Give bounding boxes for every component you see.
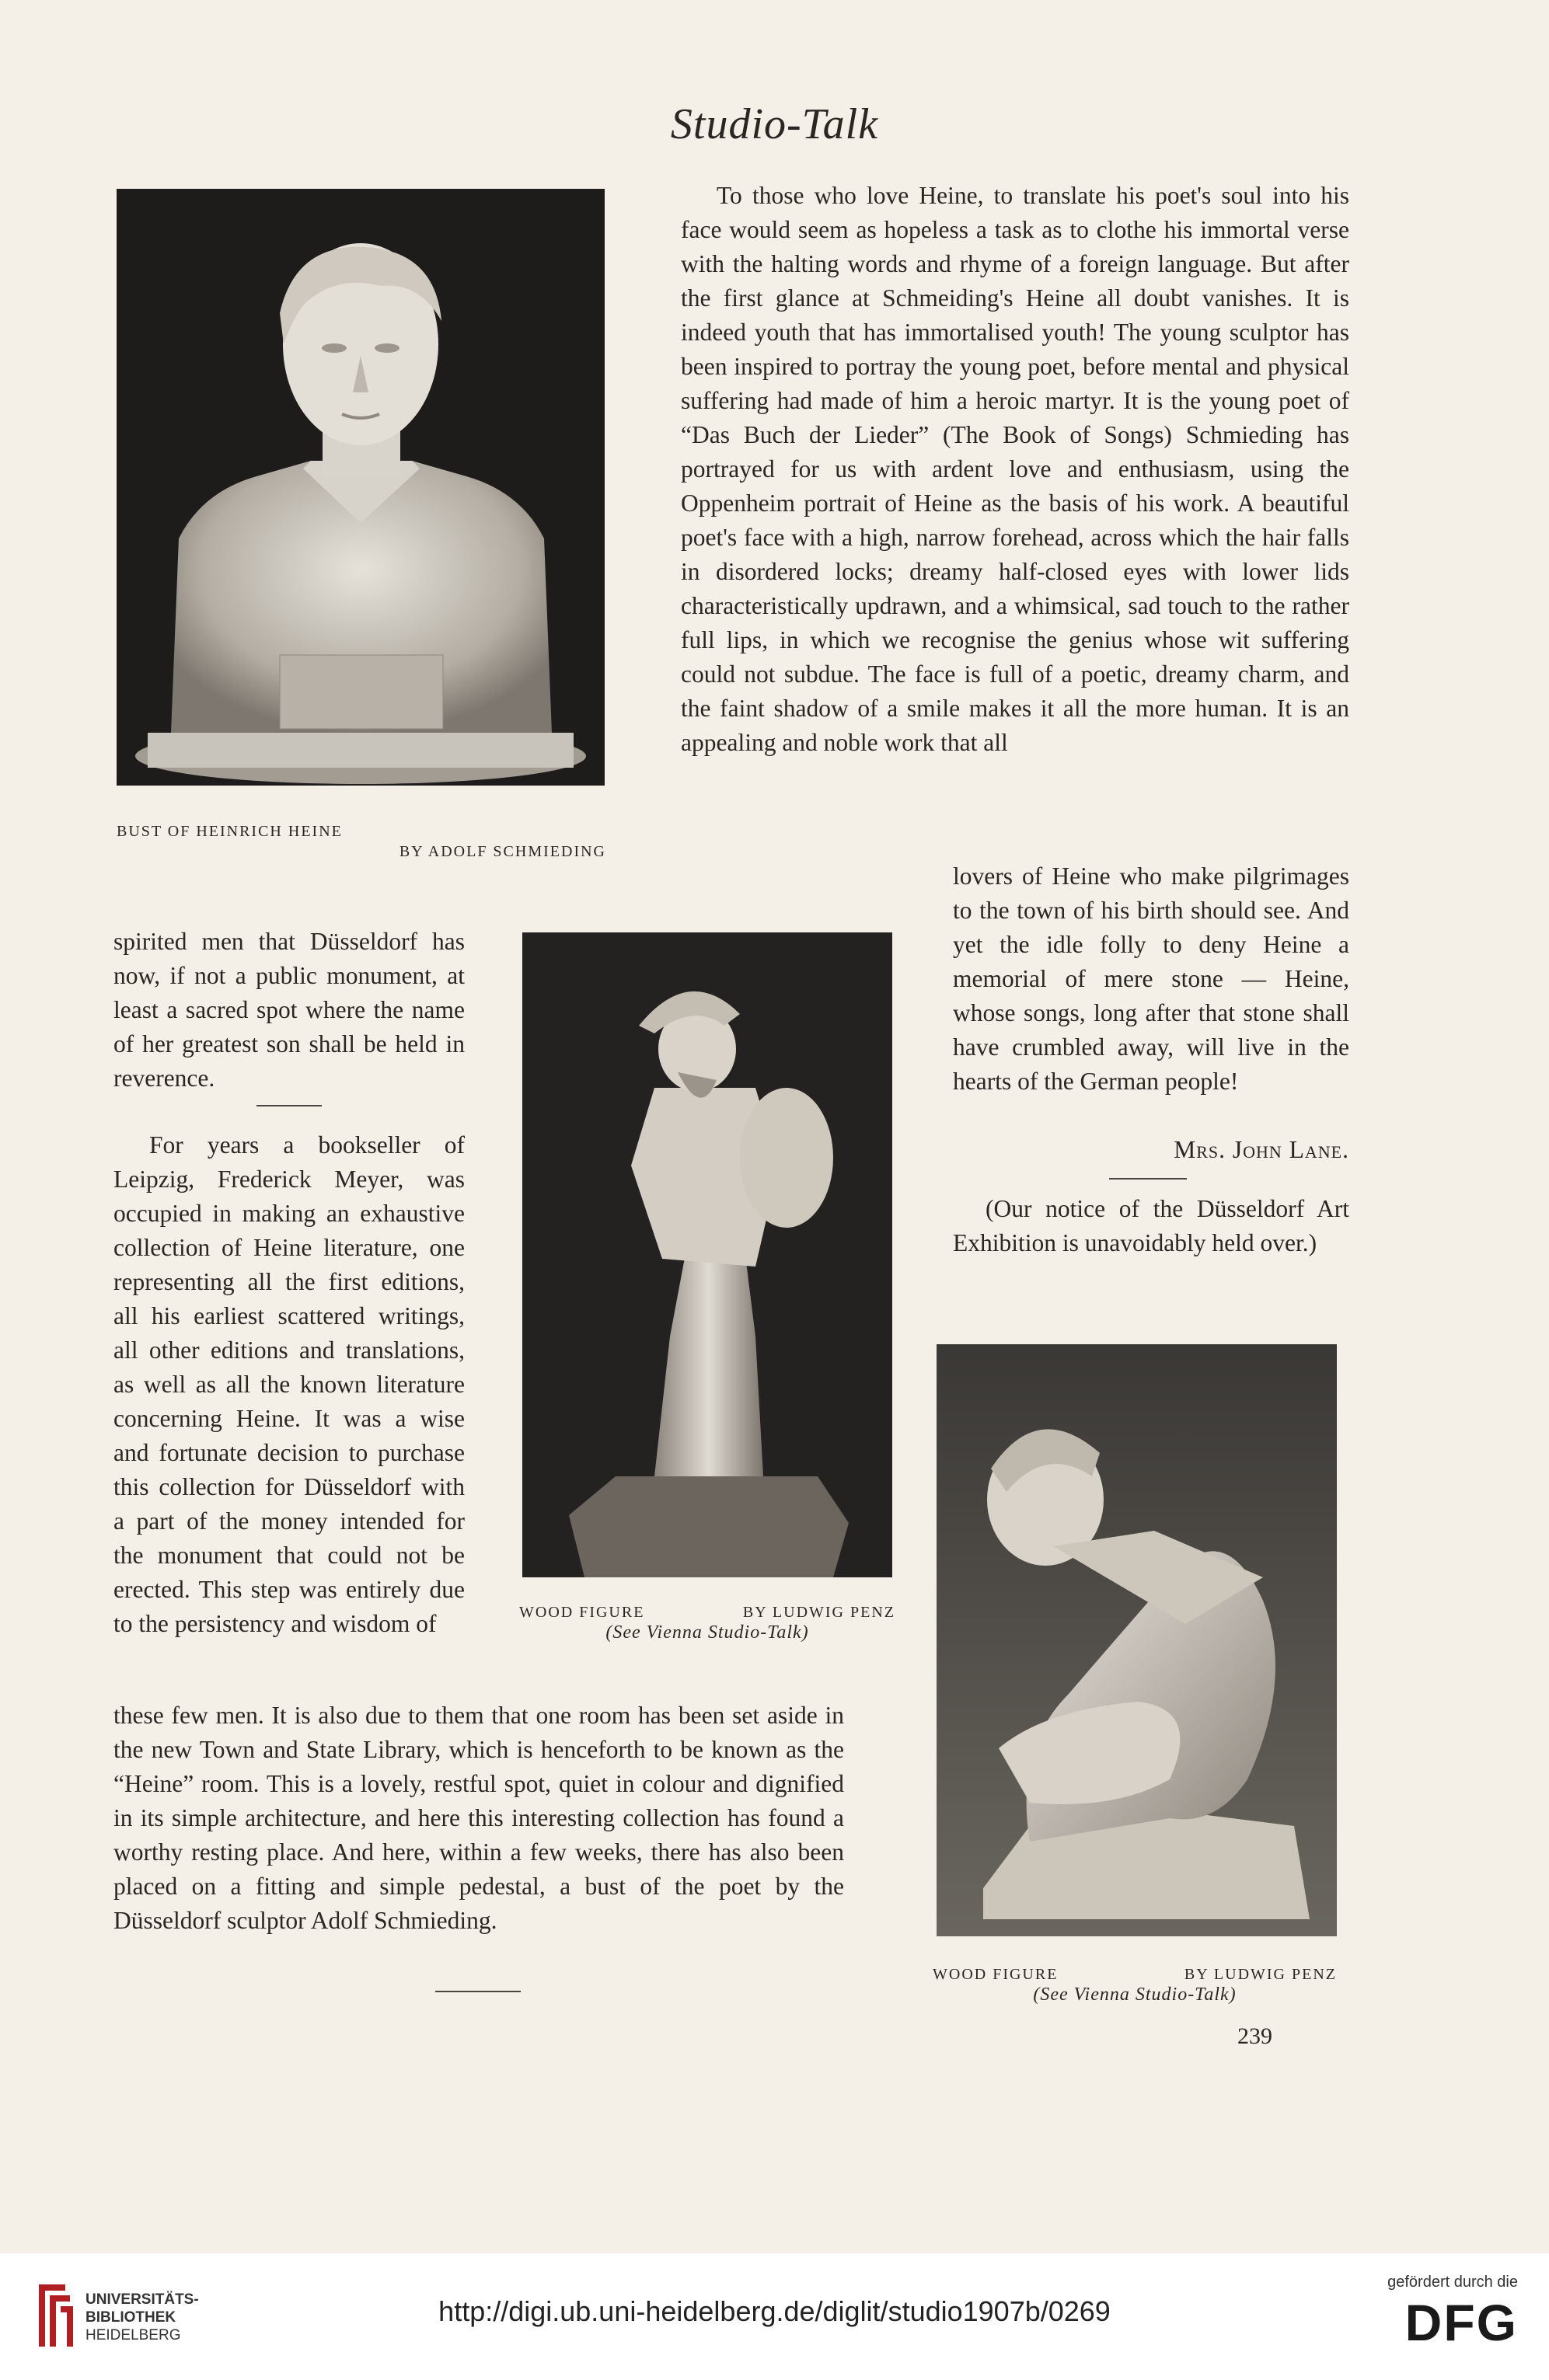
bust-caption [117, 821, 606, 862]
article-paragraph: spirited men that Düsseldorf has now, if not a public monument, at least a sacred spot where the name of her greatest son shall be held in reverence. [113, 928, 465, 1092]
library-line-1: UNIVERSITÄTS- [85, 2291, 199, 2308]
bust-caption-line1: BUST OF HEINRICH HEINE [117, 823, 343, 840]
editor-note [953, 1192, 1349, 1260]
author-signature: Mrs. John Lane. [1174, 1136, 1349, 1163]
signature-rule [1109, 1178, 1187, 1180]
wood-figure-1-caption [519, 1602, 895, 1643]
wood-figure-2-caption-left: WOOD FIGURE [933, 1966, 1059, 1983]
article-paragraph: To those who love Heine, to translate his poet's soul into his face would seem as hopeless a task as to clothe his immortal verse with the halting words and rhyme of a foreign language. But after the first glance at Schmeiding's Heine all doubt vanishes. It is indeed youth that has immortalised youth! The young sculptor has been inspired to portray the young poet, before mental and physical suffering had made of him a heroic martyr. It is the young poet of “Das Buch der Lieder” (The Book of Songs) Schmieding has portrayed for us with ardent love and enthusiasm, using the Oppenheim portrait of Heine as the basis of his work. A beautiful poet's face with a high, narrow forehead, across which the hair falls in disordered locks; dreamy half-closed eyes with lower lids characteristically updrawn, and a whimsical, sad touch to the rather full lips, in which we recognise the genius whose wit suffering could not subdue. The face is full of a poetic, dreamy charm, and the faint shadow of a smile makes it all the more human. It is an appealing and noble work that all [681, 182, 1349, 756]
article-paragraph: these few men. It is also due to them that one room has been set aside in the new Town and State Library, which is henceforth to be known as the “Heine” room. This is a lovely, restful spot, quiet in colour and dignified in its simple architecture, and here this interesting collection has found a worthy resting place. And here, within a few weeks, there has also been placed on a fitting and simple pedestal, a bust of the poet by the Düsseldorf sculptor Adolf Schmieding. [113, 1702, 844, 1934]
article-paragraph: lovers of Heine who make pilgrimages to the town of his birth should see. And yet the idle folly to deny Heine a memorial of mere stone — Heine, whose songs, long after that stone shall have crumbled away, will live in the hearts of the German people! [953, 862, 1349, 1095]
wood-figure-2-caption-note: (See Vienna Studio-Talk) [1033, 1984, 1237, 2005]
article-left-column-top [113, 925, 465, 1096]
bust-caption-line2: BY ADOLF SCHMIEDING [399, 843, 606, 860]
wood-figure-1-caption-note: (See Vienna Studio-Talk) [605, 1622, 809, 1643]
signature-line [953, 1133, 1349, 1167]
article-bottom-section [113, 1699, 844, 1938]
wood-figure-1-caption-right: BY LUDWIG PENZ [742, 1604, 895, 1621]
page-number: 239 [1237, 2023, 1272, 2049]
dfg-logo[interactable] [1362, 2274, 1518, 2367]
article-right-column-top [681, 179, 1349, 760]
left-column-rule [256, 1105, 322, 1106]
permalink-url[interactable]: http://digi.ub.uni-heidelberg.de/diglit/studio1907b/0269 [438, 2295, 1111, 2327]
wood-figure-1-photo [522, 932, 892, 1577]
running-title: Studio-Talk [670, 100, 879, 148]
bust-photo [117, 189, 605, 786]
library-line-3: HEIDELBERG [85, 2327, 181, 2343]
wood-figure-2-image [937, 1344, 1337, 1936]
viewer-footer [0, 2253, 1549, 2380]
wood-figure-1-image [522, 932, 892, 1577]
article-left-column-second [113, 1128, 465, 1641]
funder-note: gefördert durch die [1387, 2274, 1518, 2291]
article-right-column-continued [953, 859, 1349, 1099]
wood-figure-1-caption-left: WOOD FIGURE [519, 1604, 645, 1621]
editor-note-text: (Our notice of the Düsseldorf Art Exhibition is unavoidably held over.) [953, 1195, 1349, 1256]
wood-figure-2-caption-right: BY LUDWIG PENZ [1184, 1966, 1337, 1983]
funder-logo-text: DFG [1404, 2294, 1518, 2351]
bottom-rule [435, 1991, 521, 1992]
article-paragraph: For years a bookseller of Leipzig, Frederick Meyer, was occupied in making an exhaustive collection of Heine literature, one representing all the first editions, all his earliest scattered writings, all other editions and translations, as well as all the known literature concerning Heine. It was a wise and fortunate decision to purchase this collection for Düsseldorf with a part of the money intended for the monument that could not be erected. This step was entirely due to the persistency and wisdom of [113, 1131, 465, 1637]
library-line-2: BIBLIOTHEK [85, 2309, 176, 2326]
bust-image [117, 189, 605, 786]
wood-figure-2-photo [937, 1344, 1337, 1936]
wood-figure-2-caption [933, 1964, 1337, 2005]
